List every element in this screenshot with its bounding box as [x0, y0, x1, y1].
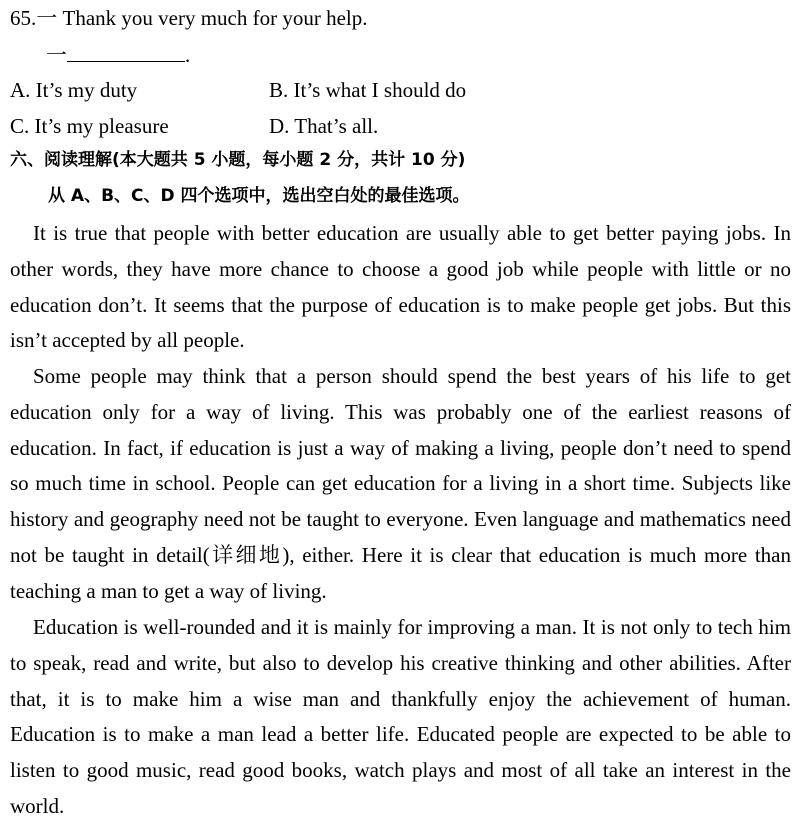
passage-paragraph-3: Education is well-rounded and it is mainly for improving a man. It is not only to tech him to speak, read and write, but also to develop his creative thinking and other abilities. After that, it is to make him a wise man and thankfully enjoy the achievement of human. Education is to make a man lead a better life. Educated people are expected to be able to listen to good music, read good books, watch plays and most of all take an interest in the world. [10, 615, 791, 818]
option-a: A. It’s my duty [10, 78, 138, 102]
option-d: D. That’s all. [269, 114, 379, 138]
answer-blank-line [46, 45, 190, 66]
reply-dash: 一 [46, 43, 67, 67]
answer-blank [67, 45, 185, 62]
option-c: C. It’s my pleasure [10, 114, 169, 138]
option-b: B. It’s what I should do [269, 78, 467, 102]
passage-paragraph-1: It is true that people with better education are usually able to get better paying jobs. In other words, they have more chance to choose a good job while people with little or no education don’t. It seems that the purpose of education is to make people get jobs. But this isn’t accepted by all people. [10, 221, 791, 353]
section-instruction: 从 A、B、C、D 四个选项中，选出空白处的最佳选项。 [48, 186, 470, 206]
section-heading: 六、阅读理解(本大题共 5 小题，每小题 2 分，共计 10 分) [10, 150, 466, 170]
reply-period: . [185, 43, 191, 67]
question-65: 65.一 Thank you very much for your help. [10, 6, 368, 30]
passage-paragraph-2: Some people may think that a person should spend the best years of his life to get education only for a way of living. This was probably one of the earliest reasons of education. In fact, if education is just a way of making a living, people don’t need to spend so much time in school. People can get education for a living in a short time. Subjects like history and geography need not be taught to everyone. Even language and mathematics need not be taught in detail(详细地), either. Here it is clear that education is much more than teaching a man to get a way of living. [10, 364, 791, 603]
